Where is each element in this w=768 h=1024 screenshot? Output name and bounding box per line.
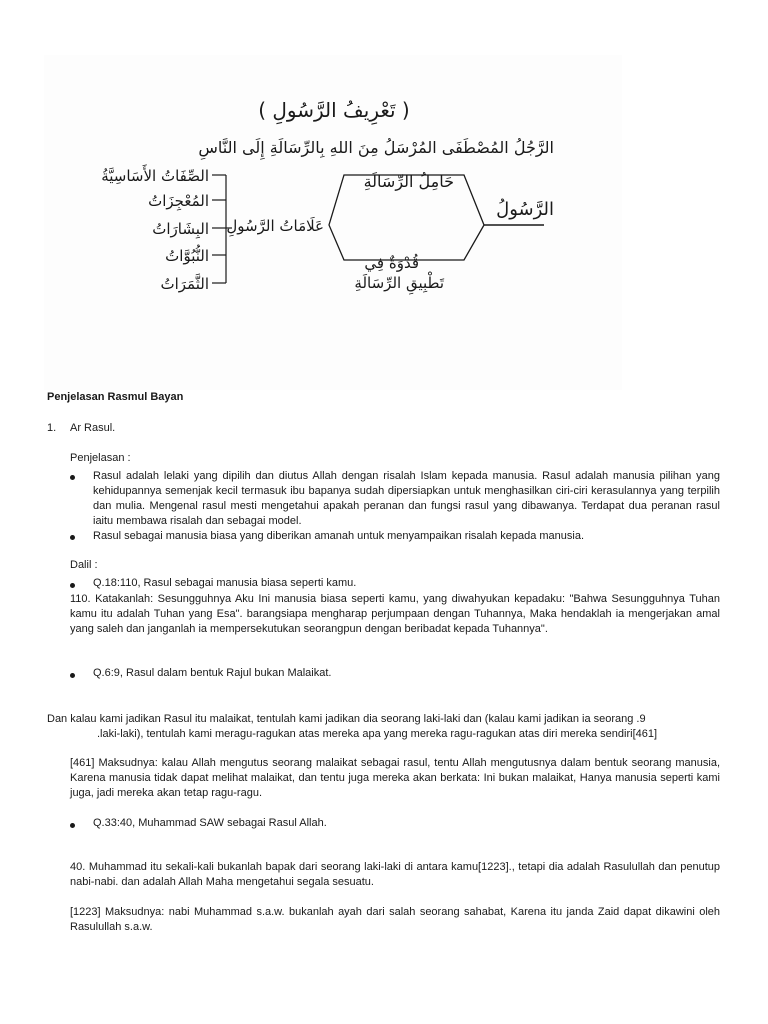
ayat-6-9-line-1: Dan kalau kami jadikan Rasul itu malaikat, tentulah kami jadikan dia seorang laki-laki dan (kalau kami jadikan ia seorang .9 [47,713,646,725]
bullet-marker [70,583,75,588]
sign-item-4: النُّبُوَّاتُ [165,247,209,265]
ayat-33-40: 40. Muhammad itu sekali-kali bukanlah bapak dari seorang laki-laki di antara kamu[1223]., tetapi dia adalah Rasulullah dan penutup nabi-nabi. dan adalah Allah Maha mengetahui segala sesuatu. [70,861,720,888]
diagram-branch-bottom-1: قُدْوَةٌ فِي [364,254,419,272]
diagram-signs: عَلَامَاتُ الرَّسُولِ [226,217,324,235]
bullet-marker [70,673,75,678]
sign-item-3: البِشَارَاتُ [152,220,209,238]
footnote-461: [461] Maksudnya: kalau Allah mengutus seorang malaikat sebagai rasul, tentu Allah mengutusnya dalam bentuk seorang manusia, Karena manusia tidak dapat melihat malaikat, dan tentu juga mereka akan berkata: Ini bukan malaikat, Hanya manusia seperti kami juga, jadi mereka akan tetap ragu-ragu. [70,757,720,799]
ayat-18-110: 110. Katakanlah: Sesungguhnya Aku Ini manusia biasa seperti kamu, yang diwahyukan kepadaku: "Bahwa Sesungguhnya Tuhan kamu itu adalah Tuhan yang Esa". barangsiapa mengharap perjumpaan dengan Tuhannya, Maka hendaklah ia mengerjakan amal yang saleh dan janganlah ia mempersekutukan seorangpun dengan beribadat kepada Tuhannya". [70,593,720,635]
bullet-marker [70,475,75,480]
diagram-definition: الرَّجُلُ المُصْطَفَى المُرْسَلُ مِنَ اللهِ بِالرِّسَالَةِ إِلَى النَّاسِ [198,138,554,157]
sign-item-1: الصِّفَاتُ الأَسَاسِيَّةُ [101,167,209,185]
diagram-title: ( تَعْرِيفُ الرَّسُولِ ) [258,98,410,122]
rasul-definition-diagram [44,55,622,390]
footnote-1223: [1223] Maksudnya: nabi Muhammad s.a.w. bukanlah ayah dari salah seorang sahabat, Karena itu janda Zaid dapat dikawini oleh Rasulullah s.a.w. [70,906,720,933]
item1-number: 1. [47,422,57,434]
diagram-branch-top: حَامِلُ الرِّسَالَةِ [363,172,454,191]
bullet-3: Q.18:110, Rasul sebagai manusia biasa seperti kamu. [93,577,357,589]
dalil-label: Dalil : [70,559,98,571]
doc-heading: Penjelasan Rasmul Bayan [47,391,184,403]
bullet-marker [70,823,75,828]
sign-item-2: المُعْجِزَاتُ [148,192,209,210]
bullet-1: Rasul adalah lelaki yang dipilih dan diutus Allah dengan risalah Islam kepada manusia. Rasul adalah manusia pilihan yang kehidupannya semenjak kecil termasuk ibu bapanya sudah dipersiapkan untuk menghasilkan ciri-ciri kerasulannya yang terpilih dan mulia. Mengenal rasul mesti mengetahui apakah peranan dan fungsi rasul yang dibawanya. Terdapat dua peranan rasul iaitu membawa risalah dan sebagai model. [93,470,720,527]
bullet-2: Rasul sebagai manusia biasa yang diberikan amanah untuk menyampaikan risalah kepada manusia. [93,530,585,542]
bullet-marker [70,535,75,540]
sign-item-5: الثَّمَرَاتُ [160,275,209,293]
penjelasan-label: Penjelasan : [70,452,131,464]
bullet-4: Q.6:9, Rasul dalam bentuk Rajul bukan Malaikat. [93,667,332,679]
diagram-root: الرَّسُولُ [496,199,554,220]
diagram-branch-bottom-2: تَطْبِيقِ الرِّسَالَةِ [354,274,444,292]
diagram-svg [44,55,622,390]
ayat-6-9-line-2: .laki-laki), tentulah kami meragu-ragukan atas mereka apa yang mereka ragu-ragukan atas diri mereka sendiri[461] [97,728,658,740]
item1-title: Ar Rasul. [70,422,116,434]
bullet-5: Q.33:40, Muhammad SAW sebagai Rasul Allah. [93,817,327,829]
